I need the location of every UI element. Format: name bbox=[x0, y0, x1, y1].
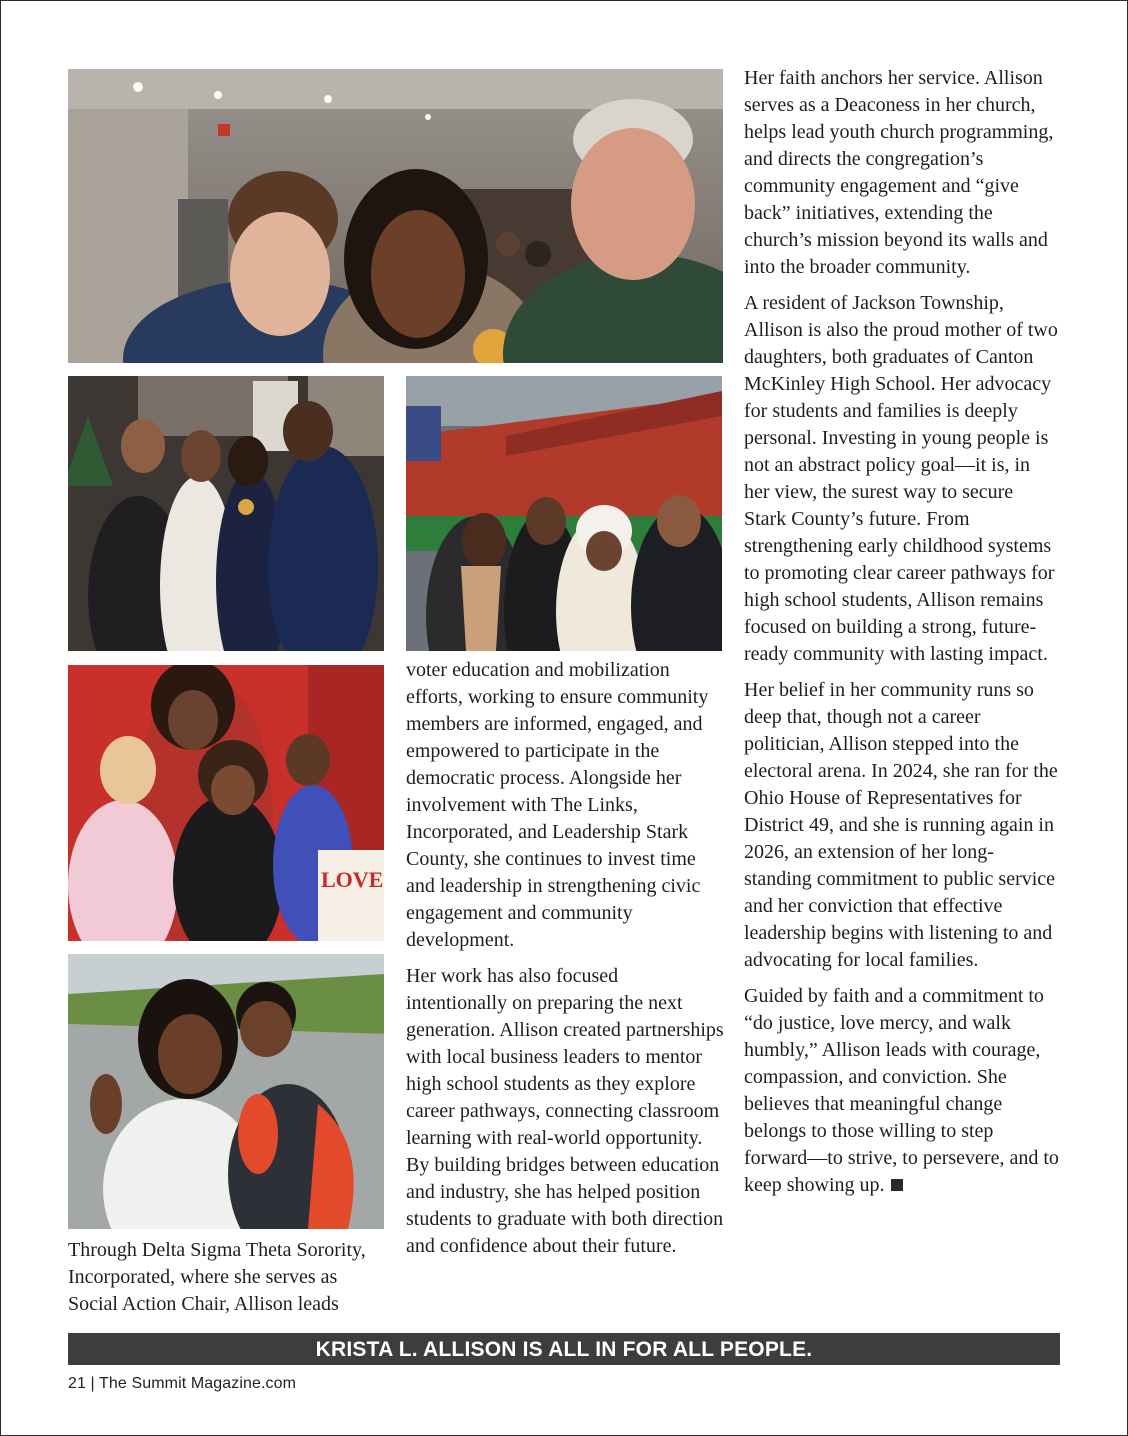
right-paragraph-4-wrapper bbox=[744, 983, 1060, 1199]
caption-paragraph: Through Delta Sigma Theta Sorority, Incorporated, where she serves as Social Action Chair, Allison leads bbox=[68, 1239, 366, 1315]
children-event-photo bbox=[68, 665, 384, 941]
outdoor-photo-icon bbox=[68, 954, 384, 1229]
right-text-column bbox=[744, 65, 1060, 1208]
holiday-photo-icon bbox=[68, 376, 384, 651]
right-paragraph-1: Her faith anchors her service. Allison serves as a Deaconess in her church, helps lead youth church programming, and directs the congregation’s community engagement and “give back” initiatives, extending the church’s mission beyond its walls and into the broader community. bbox=[744, 67, 1054, 278]
right-paragraph-3: Her belief in her community runs so deep that, though not a career politician, Allison stepped into the electoral arena. In 2024, she ran for the Ohio House of Representatives for District 49, and she is running again in 2026, an extension of her long-standing commitment to public service and her conviction that effective leadership begins with listening to and advocating for local families. bbox=[744, 679, 1058, 971]
headline-banner: KRISTA L. ALLISON IS ALL IN FOR ALL PEOPLE. bbox=[68, 1333, 1060, 1365]
bag-text: LOVE bbox=[321, 867, 384, 892]
children-photo-icon bbox=[68, 665, 384, 941]
caption-left-column bbox=[68, 1237, 390, 1327]
right-paragraph-2: A resident of Jackson Township, Allison is also the proud mother of two daughters, both graduates of Canton McKinley High School. Her advocacy for students and families is deeply personal. Investing in young people is not an abstract policy goal—it is, in her view, the surest way to secure Stark County’s future. From strengthening early childhood systems to promoting clear career pathways for high school students, Allison remains focused on building a strong, future-ready community with lasting impact. bbox=[744, 292, 1058, 665]
right-paragraph-4: Guided by faith and a commitment to “do justice, love mercy, and walk humbly,” Allison leads with courage, compassion, and conviction. She believes that meaningful change belongs to those willing to step forward—to strive, to persevere, and to keep showing up. bbox=[744, 985, 1059, 1196]
group-event-photo bbox=[68, 69, 723, 363]
stadium-photo bbox=[406, 376, 722, 651]
page-footer: 21 | The Summit Magazine.com bbox=[68, 1375, 297, 1392]
middle-text-column bbox=[406, 657, 724, 1269]
group-photo-icon bbox=[68, 69, 723, 363]
outdoor-boy-photo bbox=[68, 954, 384, 1229]
middle-paragraph-1: voter education and mobilization efforts, working to ensure community members are informed, engaged, and empowered to participate in the democratic process. Alongside her involvement with The Links, Incorporated, and Leadership Stark County, she continues to invest time and leadership in strengthening civic engagement and community development. bbox=[406, 659, 709, 951]
stadium-photo-icon bbox=[406, 376, 722, 651]
middle-paragraph-2: Her work has also focused intentionally on preparing the next generation. Allison created partnerships with local business leaders to mentor high school students as they explore career pathways, connecting classroom learning with real-world opportunity. By building bridges between education and industry, she has helped position students to graduate with both direction and confidence about their future. bbox=[406, 965, 724, 1257]
holiday-party-photo bbox=[68, 376, 384, 651]
end-mark-icon bbox=[891, 1179, 903, 1191]
